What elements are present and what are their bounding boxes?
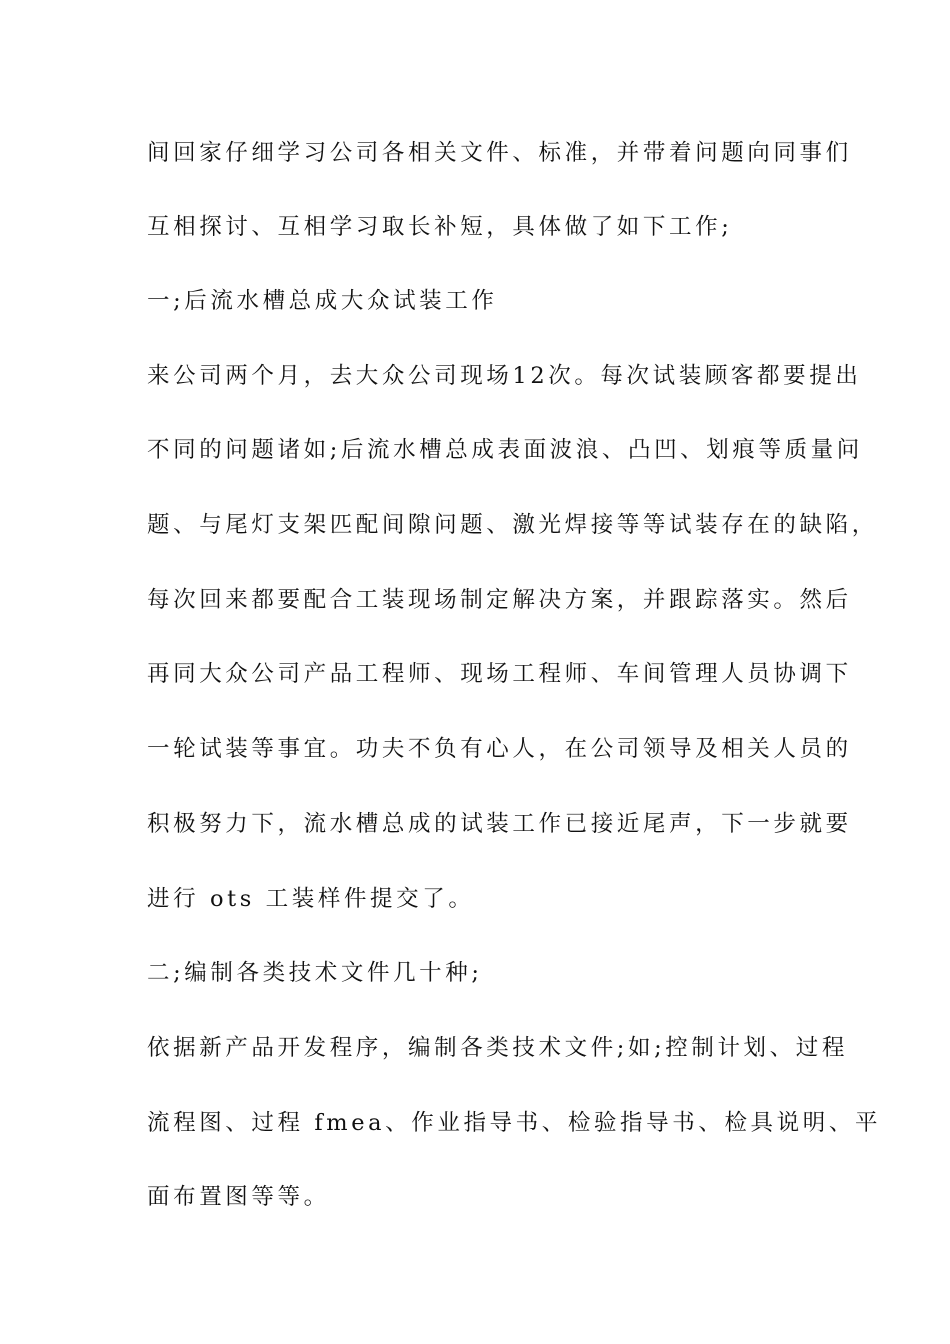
section-heading: 二;编制各类技术文件几十种; [147, 960, 483, 986]
text-line: 间回家仔细学习公司各相关文件、标准，并带着问题向同事们 [147, 140, 852, 166]
text-line: 不同的问题诸如;后流水槽总成表面波浪、凸凹、划痕等质量问 [147, 437, 863, 463]
section-heading: 一;后流水槽总成大众试装工作 [147, 288, 498, 314]
text-line: 一轮试装等事宜。功夫不负有心人，在公司领导及相关人员的 [147, 736, 852, 762]
text-line: 互相探讨、互相学习取长补短，具体做了如下工作; [147, 214, 733, 240]
text-line: 积极努力下，流水槽总成的试装工作已接近尾声，下一步就要 [147, 811, 852, 837]
text-line: 面布置图等等。 [147, 1184, 330, 1210]
text-line: 再同大众公司产品工程师、现场工程师、车间管理人员协调下 [147, 661, 852, 687]
text-line: 每次回来都要配合工装现场制定解决方案，并跟踪落实。然后 [147, 587, 852, 613]
text-line: 流程图、过程 fmea、作业指导书、检验指导书、检具说明、平 [147, 1110, 882, 1136]
text-line: 依据新产品开发程序，编制各类技术文件;如;控制计划、过程 [147, 1035, 848, 1061]
text-line: 来公司两个月，去大众公司现场12次。每次试装顾客都要提出 [147, 363, 862, 389]
text-line: 进行 ots 工装样件提交了。 [147, 886, 475, 912]
text-line: 题、与尾灯支架匹配间隙问题、激光焊接等等试装存在的缺陷， [147, 512, 878, 538]
